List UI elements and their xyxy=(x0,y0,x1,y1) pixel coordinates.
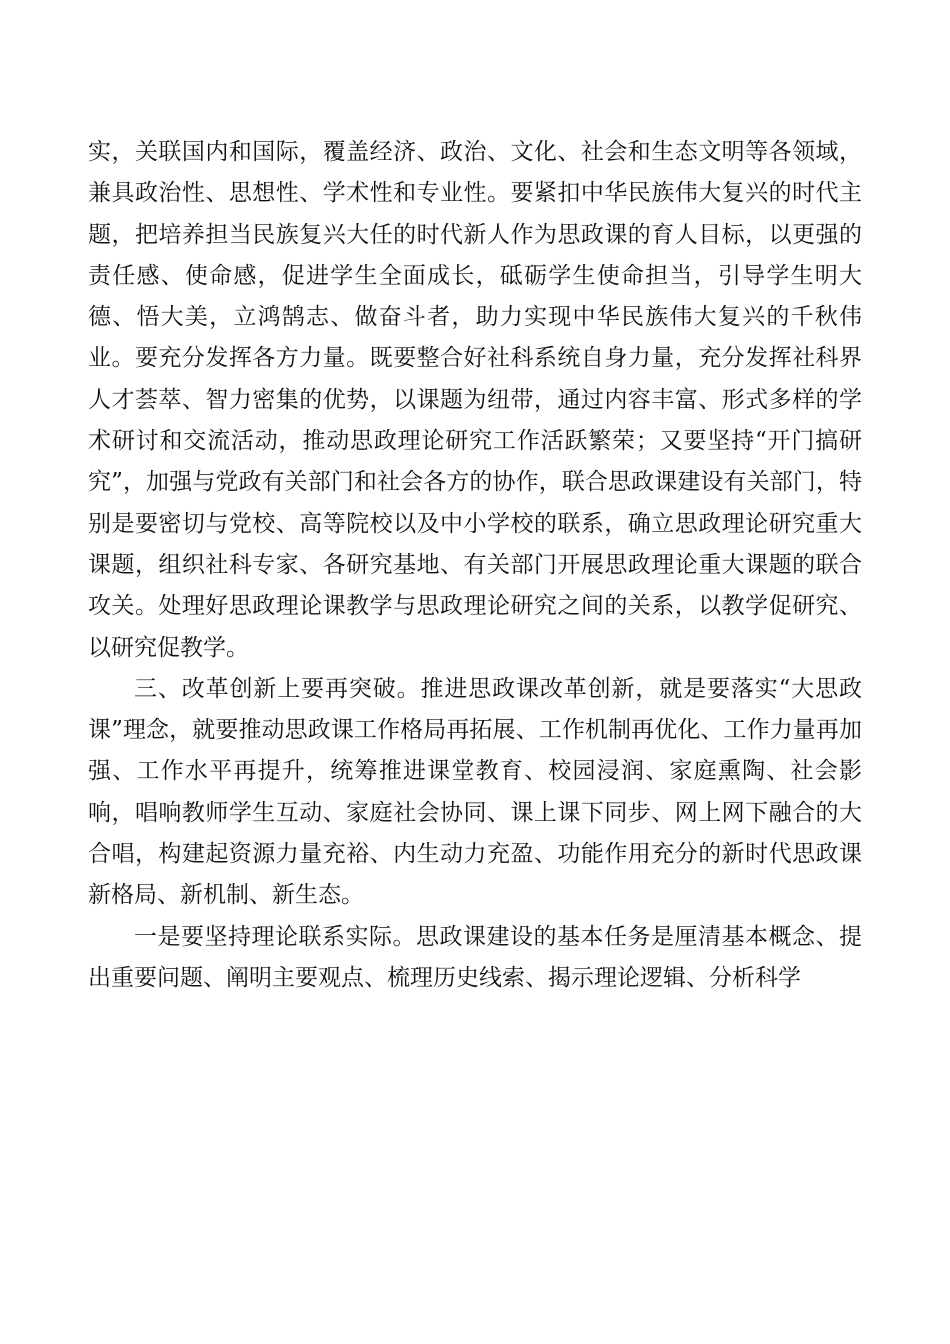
paragraph-section-three: 三、改革创新上要再突破。推进思政课改革创新，就是要落实“大思政课”理念，就要推动思政课工作格局再拓展、工作机制再优化、工作力量再加强、工作水平再提升，统筹推进课堂教育、校园浸润、家庭熏陶、社会影响，唱响教师学生互动、家庭社会协同、课上课下同步、网上网下融合的大合唱，构建起资源力量充裕、内生动力充盈、功能作用充分的新时代思政课新格局、新机制、新生态。 xyxy=(88,675,862,909)
paragraph-continued: 实，关联国内和国际，覆盖经济、政治、文化、社会和生态文明等各领域，兼具政治性、思想性、学术性和专业性。要紧扣中华民族伟大复兴的时代主题，把培养担当民族复兴大任的时代新人作为思政课的育人目标，以更强的责任感、使命感，促进学生全面成长，砥砺学生使命担当，引导学生明大德、悟大美，立鸿鹄志、做奋斗者，助力实现中华民族伟大复兴的千秋伟业。要充分发挥各方力量。既要整合好社科系统自身力量，充分发挥社科界人才荟萃、智力密集的优势，以课题为纽带，通过内容丰富、形式多样的学术研讨和交流活动，推动思政理论研究工作活跃繁荣；又要坚持“开门搞研究”，加强与党政有关部门和社会各方的协作，联合思政课建设有关部门，特别是要密切与党校、高等院校以及中小学校的联系，确立思政理论研究重大课题，组织社科专家、各研究基地、有关部门开展思政理论重大课题的联合攻关。处理好思政理论课教学与思政理论研究之间的关系，以教学促研究、以研究促教学。 xyxy=(88,139,862,661)
paragraph-point-one: 一是要坚持理论联系实际。思政课建设的基本任务是厘清基本概念、提出重要问题、阐明主要观点、梳理历史线索、揭示理论逻辑、分析科学 xyxy=(88,923,862,991)
document-body xyxy=(88,132,862,999)
